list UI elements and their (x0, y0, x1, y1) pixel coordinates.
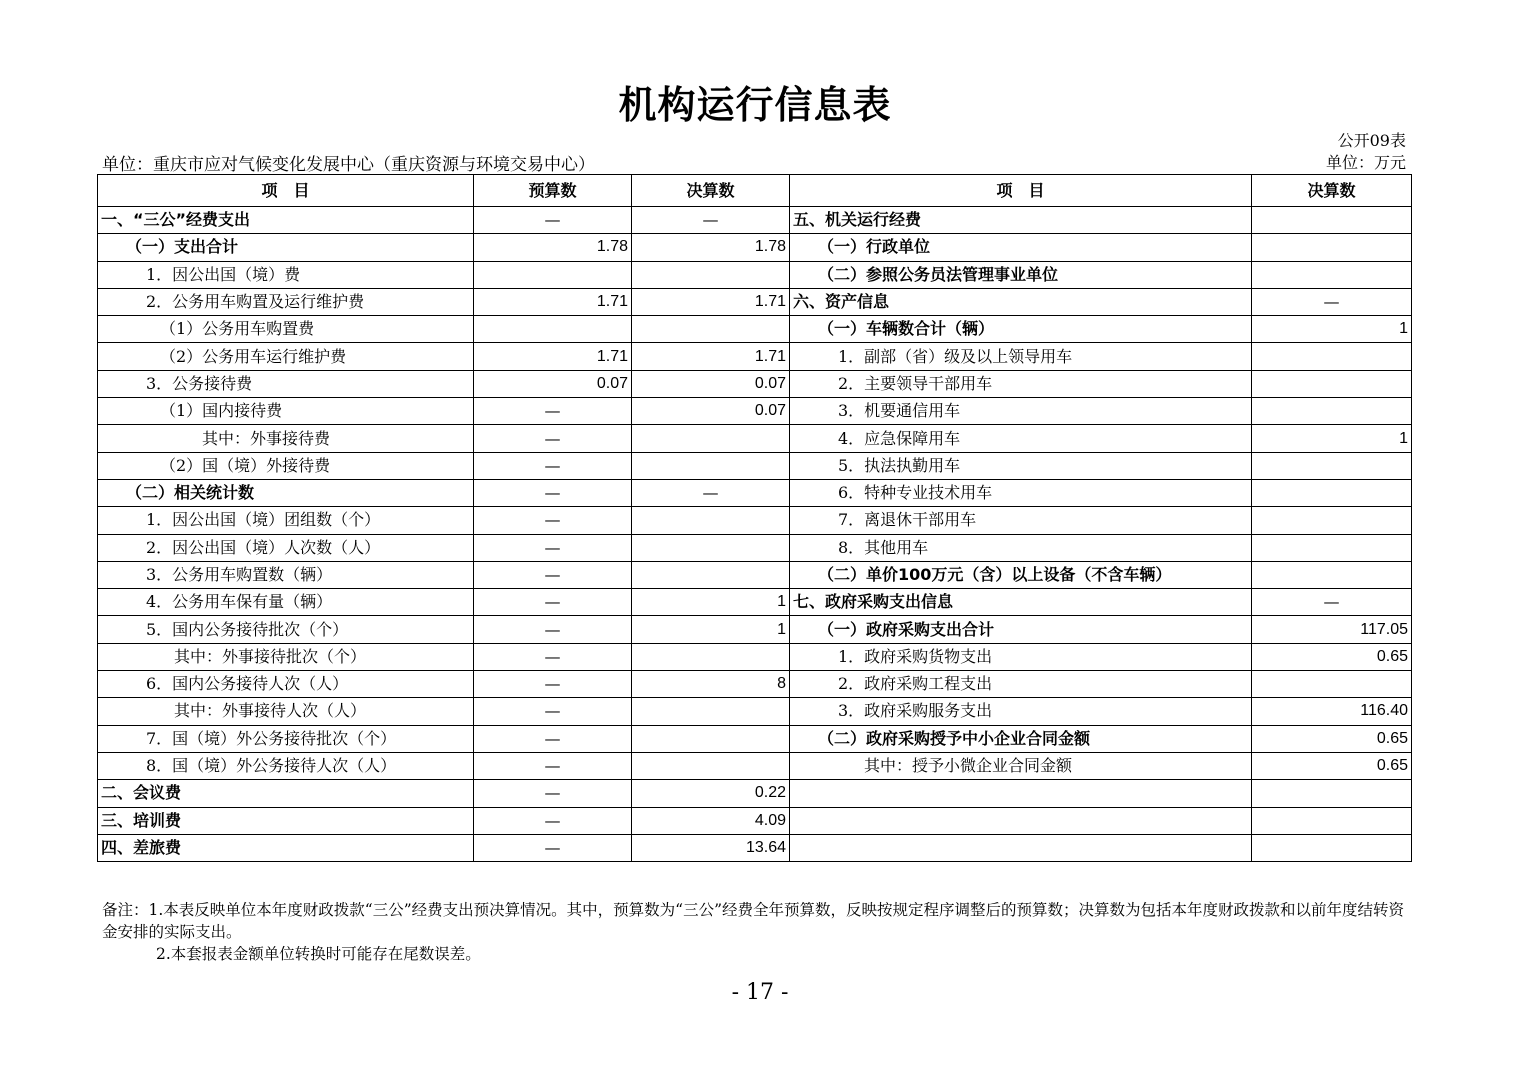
final-left-cell (632, 452, 790, 479)
budget-cell: — (474, 616, 632, 643)
unit-currency: 单位：万元 (1325, 153, 1406, 172)
final-right-cell (1252, 398, 1412, 425)
budget-cell: — (474, 698, 632, 725)
table-body (98, 207, 1412, 862)
budget-cell: — (474, 671, 632, 698)
item-left-cell: （1）国内接待费 (98, 398, 474, 425)
item-right-cell: 七、政府采购支出信息 (790, 589, 1252, 616)
table-row (98, 343, 1412, 370)
budget-cell: — (474, 425, 632, 452)
item-right-cell: 3．政府采购服务支出 (790, 698, 1252, 725)
table-row (98, 452, 1412, 479)
table-row (98, 834, 1412, 861)
final-right-cell (1252, 343, 1412, 370)
item-right-cell: 五、机关运行经费 (790, 207, 1252, 234)
item-left-cell: （1）公务用车购置费 (98, 316, 474, 343)
table-row (98, 534, 1412, 561)
final-left-cell: 1.71 (632, 288, 790, 315)
item-left-cell: （一）支出合计 (98, 234, 474, 261)
final-right-cell: 0.65 (1252, 752, 1412, 779)
budget-cell (474, 261, 632, 288)
item-right-cell: 3．机要通信用车 (790, 398, 1252, 425)
budget-cell: — (474, 561, 632, 588)
budget-cell: — (474, 479, 632, 506)
final-left-cell (632, 725, 790, 752)
table-row (98, 234, 1412, 261)
final-left-cell (632, 507, 790, 534)
final-left-cell (632, 698, 790, 725)
final-left-cell (632, 561, 790, 588)
final-right-cell (1252, 507, 1412, 534)
item-right-cell: 1．政府采购货物支出 (790, 643, 1252, 670)
final-left-cell (632, 316, 790, 343)
unit-organization: 单位：重庆市应对气候变化发展中心（重庆资源与环境交易中心） (102, 155, 595, 175)
table-row (98, 589, 1412, 616)
final-right-cell (1252, 452, 1412, 479)
final-right-cell (1252, 780, 1412, 807)
item-left-cell: 3．公务用车购置数（辆） (98, 561, 474, 588)
table-row (98, 725, 1412, 752)
header-final-right: 决算数 (1252, 175, 1412, 207)
item-left-cell: （二）相关统计数 (98, 479, 474, 506)
note-2: 2.本套报表金额单位转换时可能存在尾数误差。 (156, 945, 481, 963)
final-right-cell (1252, 534, 1412, 561)
table-row (98, 561, 1412, 588)
page-title: 机构运行信息表 (618, 83, 892, 127)
note-1: 备注：1.本表反映单位本年度财政拨款“三公”经费支出预决算情况。其中，预算数为“三公”经费全年预算数，反映按规定程序调整后的预算数；决算数为包括本年度财政拨款和以前年度结转资金安排的实际支出。 (102, 901, 1404, 941)
final-left-cell (632, 643, 790, 670)
item-right-cell: （二）参照公务员法管理事业单位 (790, 261, 1252, 288)
item-right-cell: 1．副部（省）级及以上领导用车 (790, 343, 1252, 370)
final-left-cell (632, 261, 790, 288)
item-right-cell: 2．主要领导干部用车 (790, 370, 1252, 397)
final-right-cell: 0.65 (1252, 725, 1412, 752)
item-right-cell: 六、资产信息 (790, 288, 1252, 315)
final-right-cell (1252, 207, 1412, 234)
final-left-cell: 0.22 (632, 780, 790, 807)
item-right-cell: 4．应急保障用车 (790, 425, 1252, 452)
item-left-cell: 二、会议费 (98, 780, 474, 807)
item-right-cell: 6．特种专业技术用车 (790, 479, 1252, 506)
header-final-left: 决算数 (632, 175, 790, 207)
header-item-left: 项 目 (98, 175, 474, 207)
final-left-cell: — (632, 207, 790, 234)
budget-cell: 1.71 (474, 343, 632, 370)
page-number: - 17 - (731, 980, 789, 1005)
item-right-cell (790, 780, 1252, 807)
final-right-cell: 116.40 (1252, 698, 1412, 725)
item-right-cell: 2．政府采购工程支出 (790, 671, 1252, 698)
budget-cell: — (474, 807, 632, 834)
table-row (98, 425, 1412, 452)
final-left-cell: 13.64 (632, 834, 790, 861)
header-budget: 预算数 (474, 175, 632, 207)
final-left-cell: 0.07 (632, 370, 790, 397)
table-row (98, 780, 1412, 807)
item-left-cell: （2）公务用车运行维护费 (98, 343, 474, 370)
final-right-cell (1252, 479, 1412, 506)
budget-cell: — (474, 725, 632, 752)
final-right-cell (1252, 834, 1412, 861)
final-right-cell (1252, 370, 1412, 397)
final-right-cell (1252, 561, 1412, 588)
table-row (98, 207, 1412, 234)
item-left-cell: 1．因公出国（境）费 (98, 261, 474, 288)
item-left-cell: 三、培训费 (98, 807, 474, 834)
budget-cell: — (474, 507, 632, 534)
final-left-cell: 1 (632, 589, 790, 616)
table-row (98, 370, 1412, 397)
budget-cell: — (474, 207, 632, 234)
item-right-cell: 5．执法执勤用车 (790, 452, 1252, 479)
table-row (98, 479, 1412, 506)
header-item-right: 项 目 (790, 175, 1252, 207)
final-left-cell: 8 (632, 671, 790, 698)
budget-cell: — (474, 398, 632, 425)
item-right-cell: （二）单价100万元（含）以上设备（不含车辆） (790, 561, 1252, 588)
item-left-cell: 6．国内公务接待人次（人） (98, 671, 474, 698)
final-right-cell: 1 (1252, 425, 1412, 452)
item-left-cell: 其中：外事接待批次（个） (98, 643, 474, 670)
budget-cell: — (474, 534, 632, 561)
final-right-cell (1252, 234, 1412, 261)
table-row (98, 398, 1412, 425)
item-left-cell: （2）国（境）外接待费 (98, 452, 474, 479)
table-row (98, 807, 1412, 834)
final-left-cell: 4.09 (632, 807, 790, 834)
budget-cell: — (474, 780, 632, 807)
final-left-cell: 1.78 (632, 234, 790, 261)
item-left-cell: 一、“三公”经费支出 (98, 207, 474, 234)
table-header-row (98, 175, 1412, 207)
table-row (98, 507, 1412, 534)
final-right-cell: 117.05 (1252, 616, 1412, 643)
item-left-cell: 2．因公出国（境）人次数（人） (98, 534, 474, 561)
final-right-cell (1252, 261, 1412, 288)
item-right-cell: （一）行政单位 (790, 234, 1252, 261)
table-row (98, 288, 1412, 315)
budget-cell: — (474, 643, 632, 670)
form-code: 公开09表 (1337, 131, 1406, 150)
table-row (98, 752, 1412, 779)
final-left-cell: 1.71 (632, 343, 790, 370)
item-right-cell: 其中：授予小微企业合同金额 (790, 752, 1252, 779)
final-left-cell (632, 425, 790, 452)
table-row (98, 643, 1412, 670)
item-left-cell: 5．国内公务接待批次（个） (98, 616, 474, 643)
item-left-cell: 7．国（境）外公务接待批次（个） (98, 725, 474, 752)
item-right-cell: 7．离退休干部用车 (790, 507, 1252, 534)
item-left-cell: 4．公务用车保有量（辆） (98, 589, 474, 616)
final-right-cell: — (1252, 288, 1412, 315)
item-left-cell: 3．公务接待费 (98, 370, 474, 397)
table-row (98, 261, 1412, 288)
table-row (98, 698, 1412, 725)
item-right-cell (790, 834, 1252, 861)
item-right-cell (790, 807, 1252, 834)
budget-cell (474, 316, 632, 343)
final-left-cell (632, 752, 790, 779)
budget-cell: — (474, 589, 632, 616)
final-right-cell: 0.65 (1252, 643, 1412, 670)
item-right-cell: （一）车辆数合计（辆） (790, 316, 1252, 343)
table-row (98, 616, 1412, 643)
info-table (97, 174, 1412, 862)
final-left-cell: 1 (632, 616, 790, 643)
budget-cell: — (474, 752, 632, 779)
item-left-cell: 其中：外事接待费 (98, 425, 474, 452)
final-right-cell (1252, 671, 1412, 698)
final-left-cell: 0.07 (632, 398, 790, 425)
table-row (98, 671, 1412, 698)
budget-cell: 0.07 (474, 370, 632, 397)
item-left-cell: 其中：外事接待人次（人） (98, 698, 474, 725)
item-left-cell: 2．公务用车购置及运行维护费 (98, 288, 474, 315)
item-right-cell: 8．其他用车 (790, 534, 1252, 561)
item-left-cell: 8．国（境）外公务接待人次（人） (98, 752, 474, 779)
budget-cell: 1.71 (474, 288, 632, 315)
budget-cell: 1.78 (474, 234, 632, 261)
final-right-cell: 1 (1252, 316, 1412, 343)
table-row (98, 316, 1412, 343)
budget-cell: — (474, 834, 632, 861)
final-right-cell (1252, 807, 1412, 834)
final-left-cell (632, 534, 790, 561)
item-right-cell: （一）政府采购支出合计 (790, 616, 1252, 643)
final-left-cell: — (632, 479, 790, 506)
budget-cell: — (474, 452, 632, 479)
final-right-cell: — (1252, 589, 1412, 616)
item-left-cell: 1．因公出国（境）团组数（个） (98, 507, 474, 534)
item-right-cell: （二）政府采购授予中小企业合同金额 (790, 725, 1252, 752)
item-left-cell: 四、差旅费 (98, 834, 474, 861)
